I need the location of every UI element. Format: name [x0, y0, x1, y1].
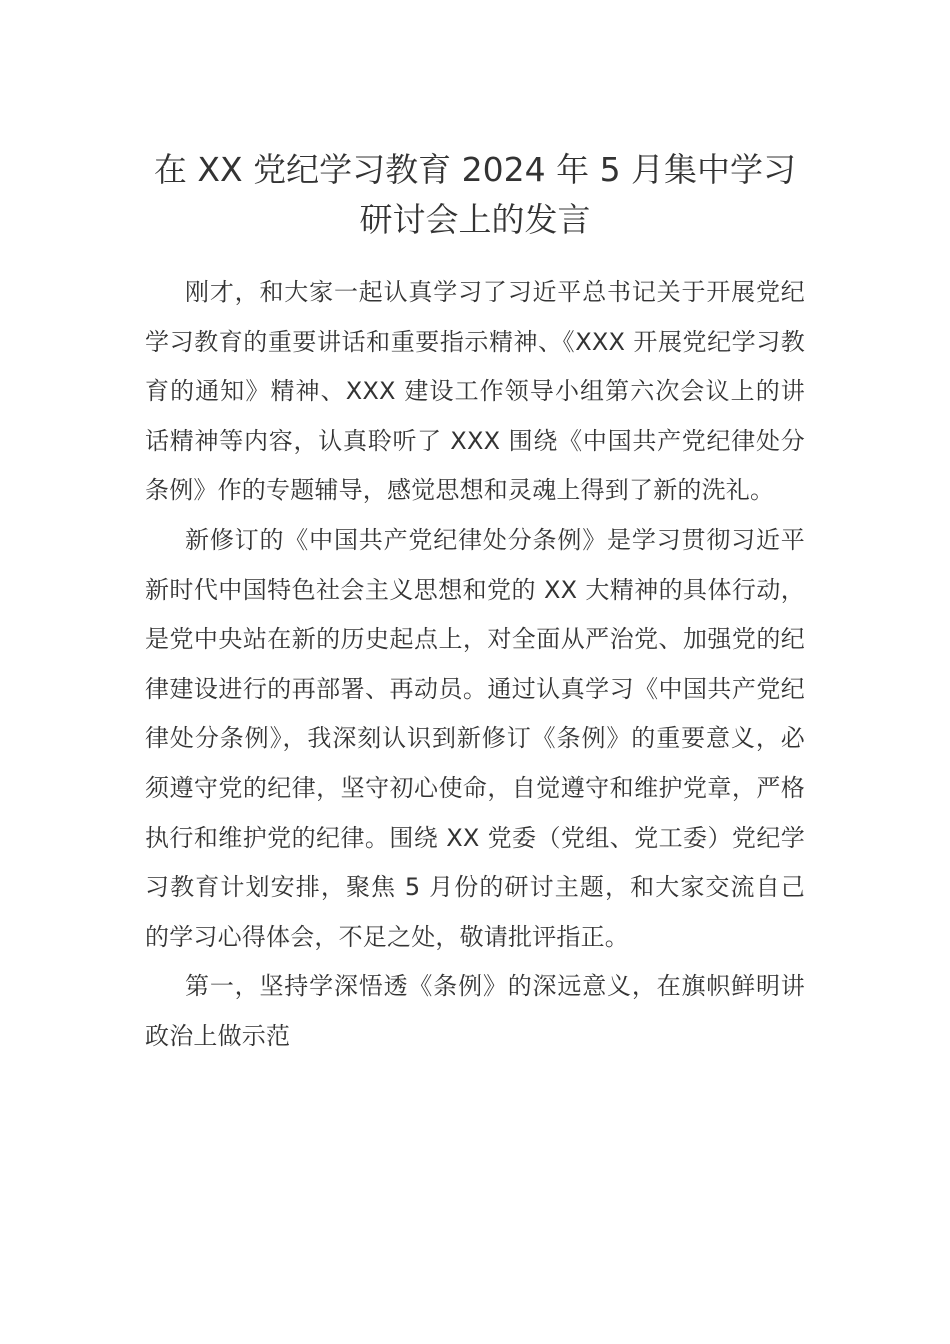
paragraph-first-point: 第一，坚持学深悟透《条例》的深远意义，在旗帜鲜明讲政治上做示范: [145, 972, 805, 1050]
title-line-2: 研讨会上的发言: [359, 200, 591, 239]
paragraph-regulation: 新修订的《中国共产党纪律处分条例》是学习贯彻习近平新时代中国特色社会主义思想和党的 XX 大精神的具体行动，是党中央站在新的历史起点上，对全面从严治党、加强党的纪律建设进行的再部署、再动员。通过认真学习《中国共产党纪律处分条例》，我深刻认识到新修订《条例》的重要意义，必须遵守党的纪律，坚守初心使命，自觉遵守和维护党章，严格执行和维护党的纪律。围绕 XX 党委（党组、党工委）党纪学习教育计划安排，聚焦 5 月份的研讨主题，和大家交流自己的学习心得体会，不足之处，敬请批评指正。: [145, 525, 805, 951]
title-line-1: 在 XX 党纪学习教育 2024 年 5 月集中学习: [153, 150, 797, 189]
paragraph-intro: 刚才，和大家一起认真学习了习近平总书记关于开展党纪学习教育的重要讲话和重要指示精神、《XXX 开展党纪学习教育的通知》精神、XXX 建设工作领导小组第六次会议上的讲话精神等内容，认真聆听了 XXX 围绕《中国共产党纪律处分条例》作的专题辅导，感觉思想和灵魂上得到了新的洗礼。: [145, 278, 805, 505]
document-body: [145, 268, 805, 1062]
document-title: [130, 145, 820, 245]
